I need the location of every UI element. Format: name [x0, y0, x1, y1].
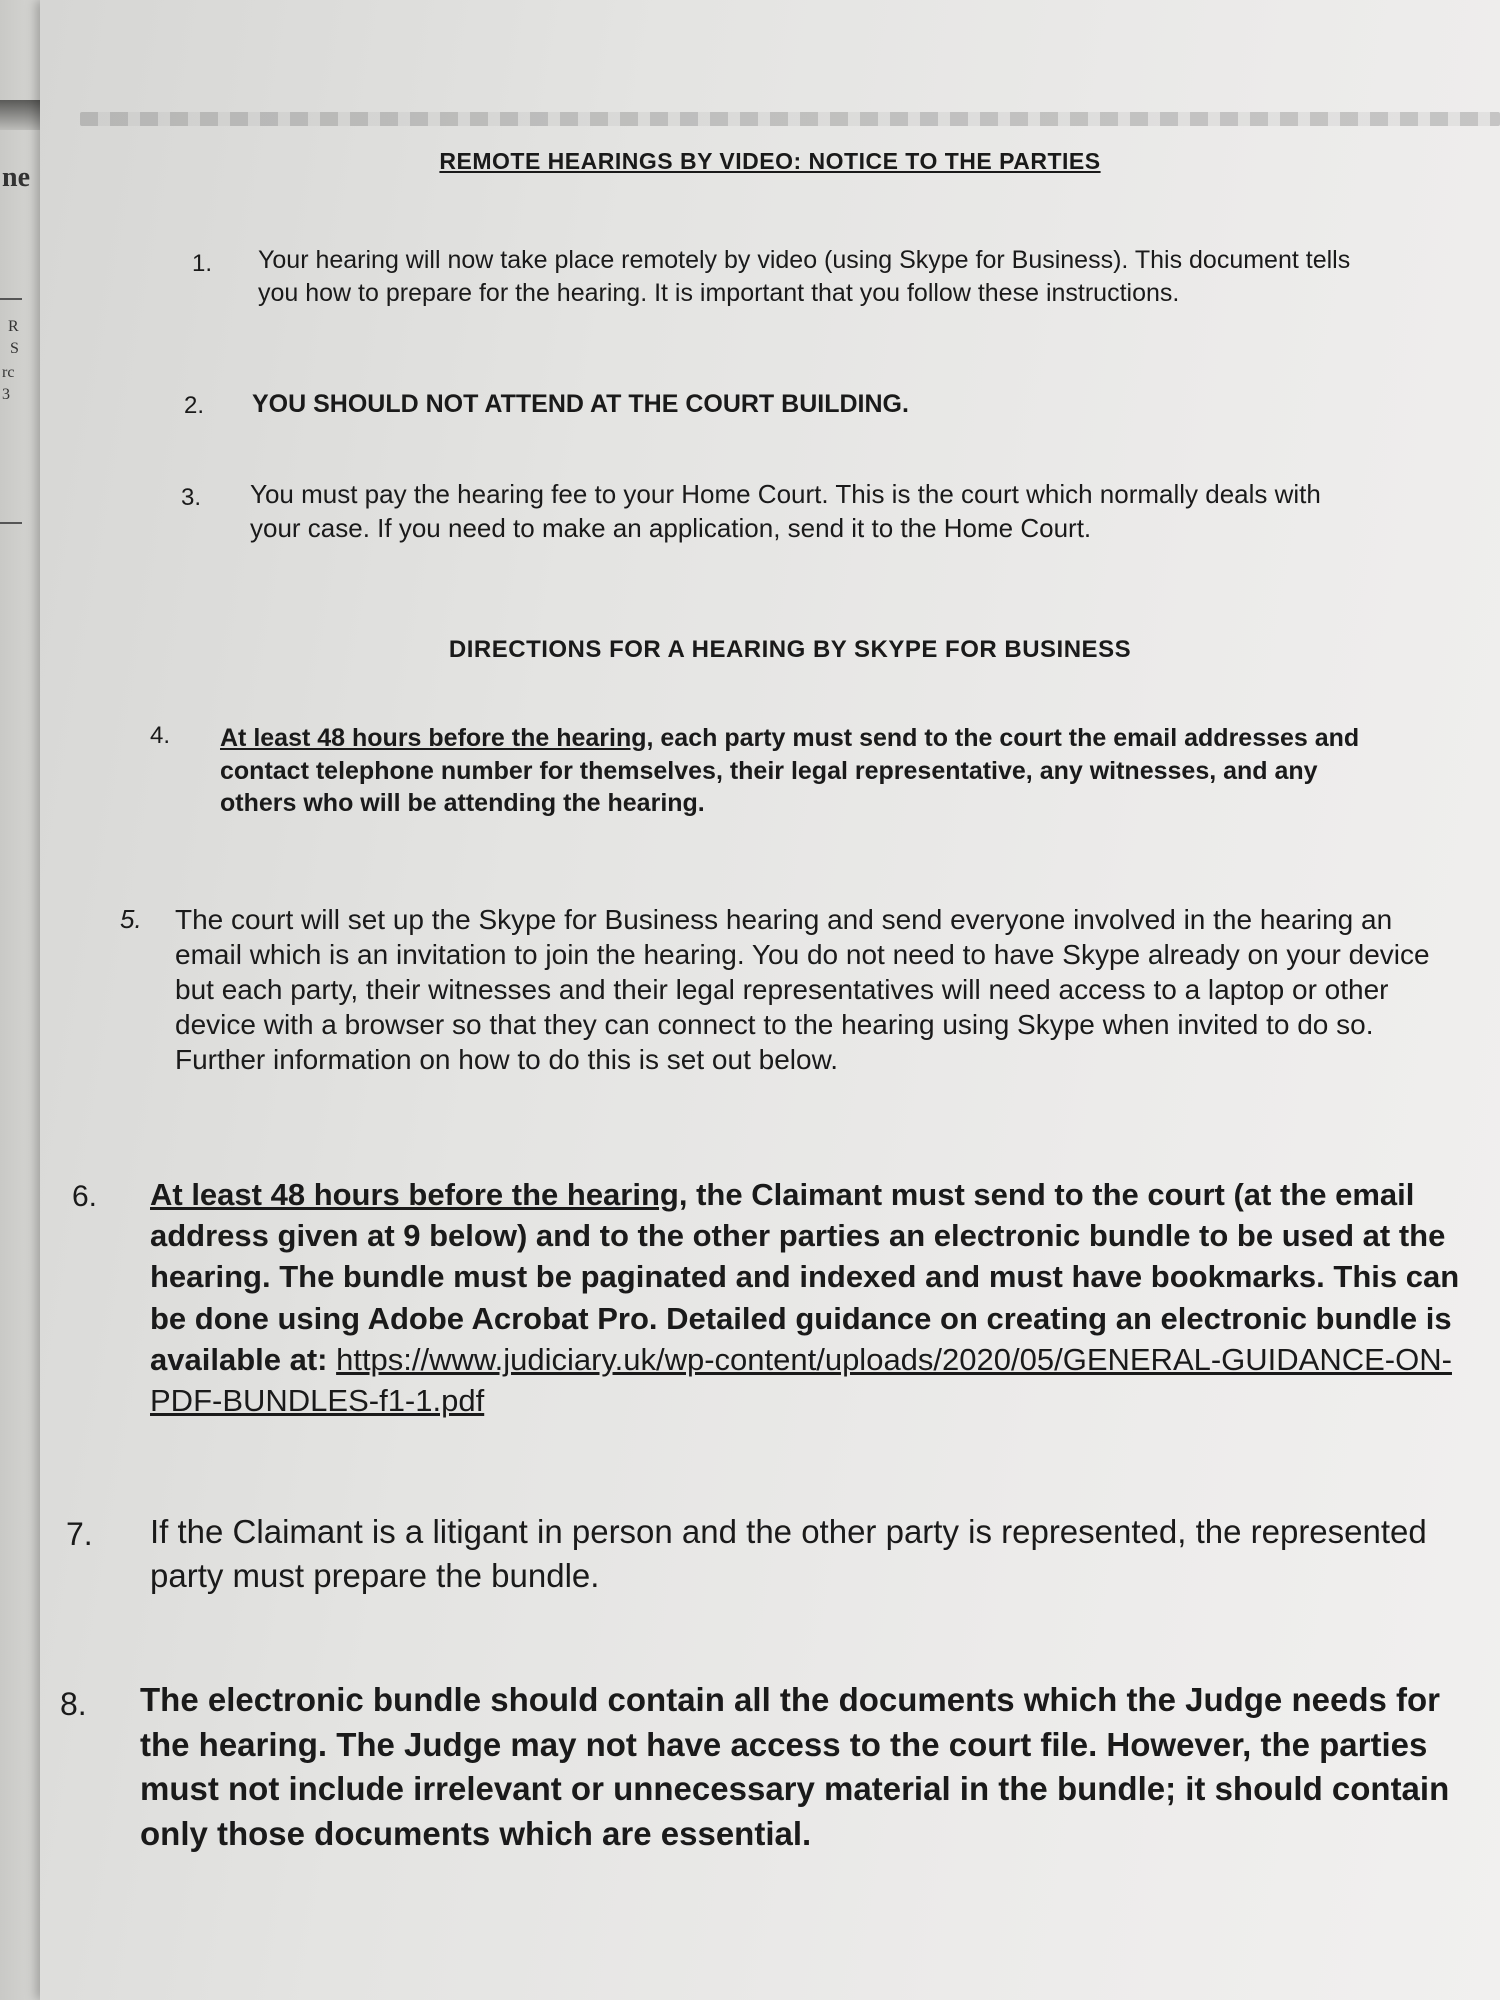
paragraph-number: 7.: [66, 1516, 93, 1552]
paragraph-number: 8.: [60, 1686, 87, 1722]
background-fragment: ne: [2, 162, 30, 193]
document-title: REMOTE HEARINGS BY VIDEO: NOTICE TO THE PARTIES: [439, 148, 1101, 174]
paragraph-2: YOU SHOULD NOT ATTEND AT THE COURT BUILDING.: [252, 390, 909, 418]
paragraph-number: 4.: [150, 722, 171, 749]
background-fragment: rc: [2, 364, 15, 381]
paragraph-body: , the Claimant must send to the court (at the email address given at 9 below) and to the other parties an electronic bundle to be used at the hearing. The bundle must be paginated and indexed and must have bookmarks. This can be done using Adobe Acrobat Pro. Detailed guidance on creating an electronic bundle is available at:: [150, 1177, 1460, 1377]
paragraph-5: The court will set up the Skype for Business hearing and send everyone involved in the hearing an email which is an invitation to join the hearing. You do not need to have Skype already on your device but each party, their witnesses and their legal representatives will need access to a laptop or other device with a browser so that they can connect to the hearing using Skype when invited to do so. Further information on how to do this is set out below.: [175, 904, 1430, 1075]
paragraph-number: 3.: [181, 484, 202, 511]
deadline-phrase: At least 48 hours before the hearing: [220, 724, 647, 752]
deadline-phrase: At least 48 hours before the hearing: [150, 1177, 679, 1212]
paragraph-8: The electronic bundle should contain all the documents which the Judge needs for the hearing. The Judge may not have access to the court file. However, the parties must not include irrelevant or unnecessary material in the bundle; it should contain only those documents which are essential.: [140, 1681, 1450, 1852]
section-title: DIRECTIONS FOR A HEARING BY SKYPE FOR BUSINESS: [448, 636, 1132, 663]
background-fragment: R: [8, 318, 19, 335]
paragraph-number: 2.: [184, 392, 205, 419]
paragraph-number: 6.: [72, 1180, 98, 1213]
paragraph-body: , each party must send to the court the email addresses and contact telephone number for themselves, their legal representative, any witnesses, and any others who will be attending the hearing.: [220, 724, 1360, 817]
paragraph-6: [150, 1174, 1480, 1421]
background-rule: [0, 522, 22, 524]
paragraph-4: [220, 722, 1400, 820]
guidance-link[interactable]: https://www.judiciary.uk/wp-content/uploads/2020/05/GENERAL-GUIDANCE-ON-PDF-BUNDLES-f1-1.pdf: [150, 1341, 1452, 1419]
paragraph-number: 5.: [120, 904, 142, 934]
paragraph-3: You must pay the hearing fee to your Home Court. This is the court which normally deals with your case. If you need to make an application, send it to the Home Court.: [250, 479, 1321, 543]
background-fragment: 3: [2, 386, 10, 403]
bleed-through-text: [80, 112, 1500, 126]
document-page: [40, 0, 1500, 2000]
background-fragment: S: [10, 340, 19, 357]
background-rule: [0, 298, 22, 300]
paragraph-1: Your hearing will now take place remotely by video (using Skype for Business). This document tells you how to prepare for the hearing. It is important that you follow these instructions.: [258, 246, 1351, 307]
paragraph-number: 1.: [192, 250, 213, 277]
paragraph-7: If the Claimant is a litigant in person and the other party is represented, the represented party must prepare the bundle.: [150, 1513, 1427, 1594]
